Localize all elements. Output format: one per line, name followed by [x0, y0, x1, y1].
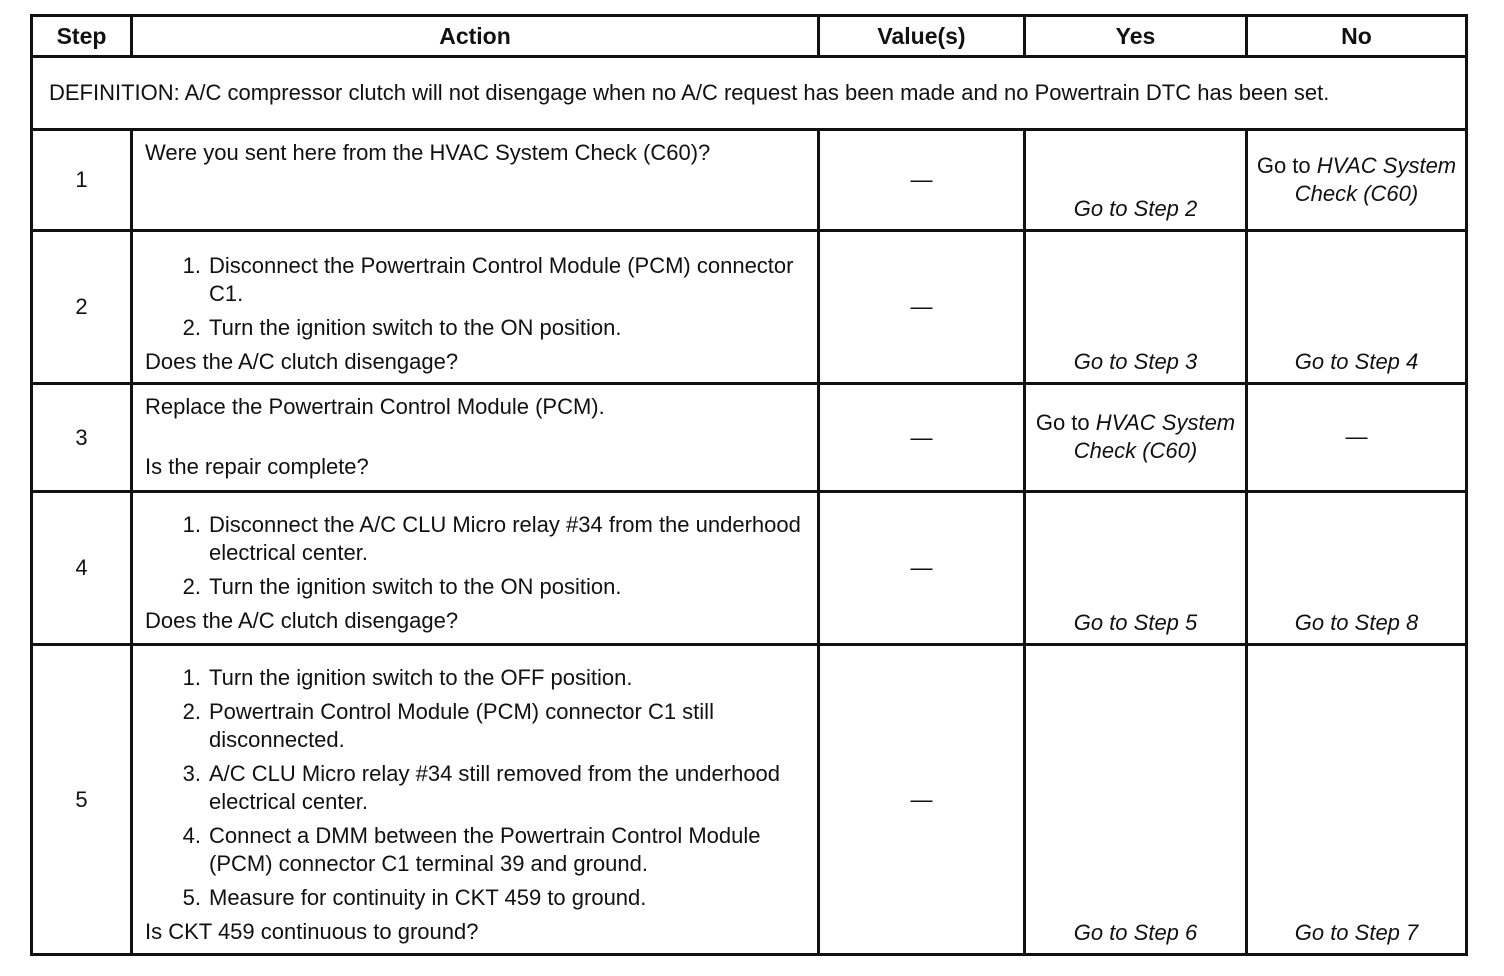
yes-link[interactable]: Go to Step 2 — [1073, 196, 1198, 221]
header-action: Action — [132, 16, 819, 57]
no-dash: — — [1345, 423, 1368, 449]
action-cell — [132, 130, 819, 231]
header-step: Step — [32, 16, 132, 57]
header-values: Value(s) — [819, 16, 1025, 57]
table-row — [32, 130, 1467, 231]
no-link[interactable]: Go to Step 7 — [1294, 920, 1419, 945]
step-number: 1 — [32, 130, 132, 231]
action-list — [145, 511, 805, 601]
action-cell — [132, 645, 819, 955]
value-cell: — — [819, 492, 1025, 645]
no-link[interactable]: Go to Step 8 — [1294, 610, 1419, 635]
no-cell — [1247, 130, 1467, 231]
value-cell: — — [819, 231, 1025, 384]
table-row — [32, 384, 1467, 492]
diagnostic-table — [30, 14, 1468, 956]
step-number: 3 — [32, 384, 132, 492]
yes-cell — [1025, 384, 1247, 492]
action-cell — [132, 231, 819, 384]
yes-link[interactable]: Go to Step 3 — [1073, 349, 1198, 374]
definition-text: DEFINITION: A/C compressor clutch will not disengage when no A/C request has been made and no Powertrain DTC has been set. — [32, 57, 1467, 130]
header-no: No — [1247, 16, 1467, 57]
value-cell: — — [819, 645, 1025, 955]
yes-prefix: Go to — [1035, 409, 1096, 435]
value-cell: — — [819, 384, 1025, 492]
no-prefix: Go to — [1256, 153, 1317, 178]
yes-link[interactable]: Go to Step 6 — [1073, 920, 1198, 945]
yes-cell — [1025, 130, 1247, 231]
value-cell: — — [819, 130, 1025, 231]
action-question: Does the A/C clutch disengage? — [145, 608, 459, 633]
no-cell — [1247, 645, 1467, 955]
action-cell — [132, 384, 819, 492]
yes-cell — [1025, 645, 1247, 955]
list-item: 3. A/C CLU Micro relay #34 still removed from the underhood electrical center. — [182, 761, 781, 814]
yes-link[interactable]: Go to Step 5 — [1073, 610, 1198, 635]
table-row — [32, 492, 1467, 645]
yes-link[interactable]: HVAC System Check (C60) — [1073, 409, 1236, 463]
yes-cell — [1025, 492, 1247, 645]
table-row — [32, 231, 1467, 384]
no-cell — [1247, 384, 1467, 492]
no-cell — [1247, 231, 1467, 384]
table-row — [32, 645, 1467, 955]
list-item: 2. Turn the ignition switch to the ON position. — [182, 574, 622, 599]
no-link[interactable]: Go to Step 4 — [1294, 349, 1419, 374]
list-item: 1. Turn the ignition switch to the OFF position. — [182, 665, 633, 690]
yes-cell — [1025, 231, 1247, 384]
no-link[interactable]: HVAC System Check (C60) — [1294, 153, 1457, 206]
action-intro: Replace the Powertrain Control Module (PCM). — [145, 394, 605, 419]
header-yes: Yes — [1025, 16, 1247, 57]
action-question: Does the A/C clutch disengage? — [145, 349, 459, 374]
list-item: 1. Disconnect the A/C CLU Micro relay #34 from the underhood electrical center. — [182, 512, 801, 565]
list-item: 2. Powertrain Control Module (PCM) connector C1 still disconnected. — [182, 699, 714, 752]
action-question: Is CKT 459 continuous to ground? — [145, 919, 479, 944]
list-item: 5. Measure for continuity in CKT 459 to ground. — [182, 885, 647, 910]
step-number: 5 — [32, 645, 132, 955]
no-cell — [1247, 492, 1467, 645]
action-cell — [132, 492, 819, 645]
list-item: 1. Disconnect the Powertrain Control Module (PCM) connector C1. — [182, 253, 794, 306]
action-list — [145, 664, 805, 912]
list-item: 2. Turn the ignition switch to the ON position. — [182, 315, 622, 340]
step-number: 2 — [32, 231, 132, 384]
step-number: 4 — [32, 492, 132, 645]
action-list — [145, 252, 805, 342]
header-row — [32, 16, 1467, 57]
list-item: 4. Connect a DMM between the Powertrain Control Module (PCM) connector C1 terminal 39 and ground. — [182, 823, 761, 876]
action-question: Is the repair complete? — [145, 454, 369, 479]
definition-row — [32, 57, 1467, 130]
action-question: Were you sent here from the HVAC System Check (C60)? — [145, 140, 711, 165]
